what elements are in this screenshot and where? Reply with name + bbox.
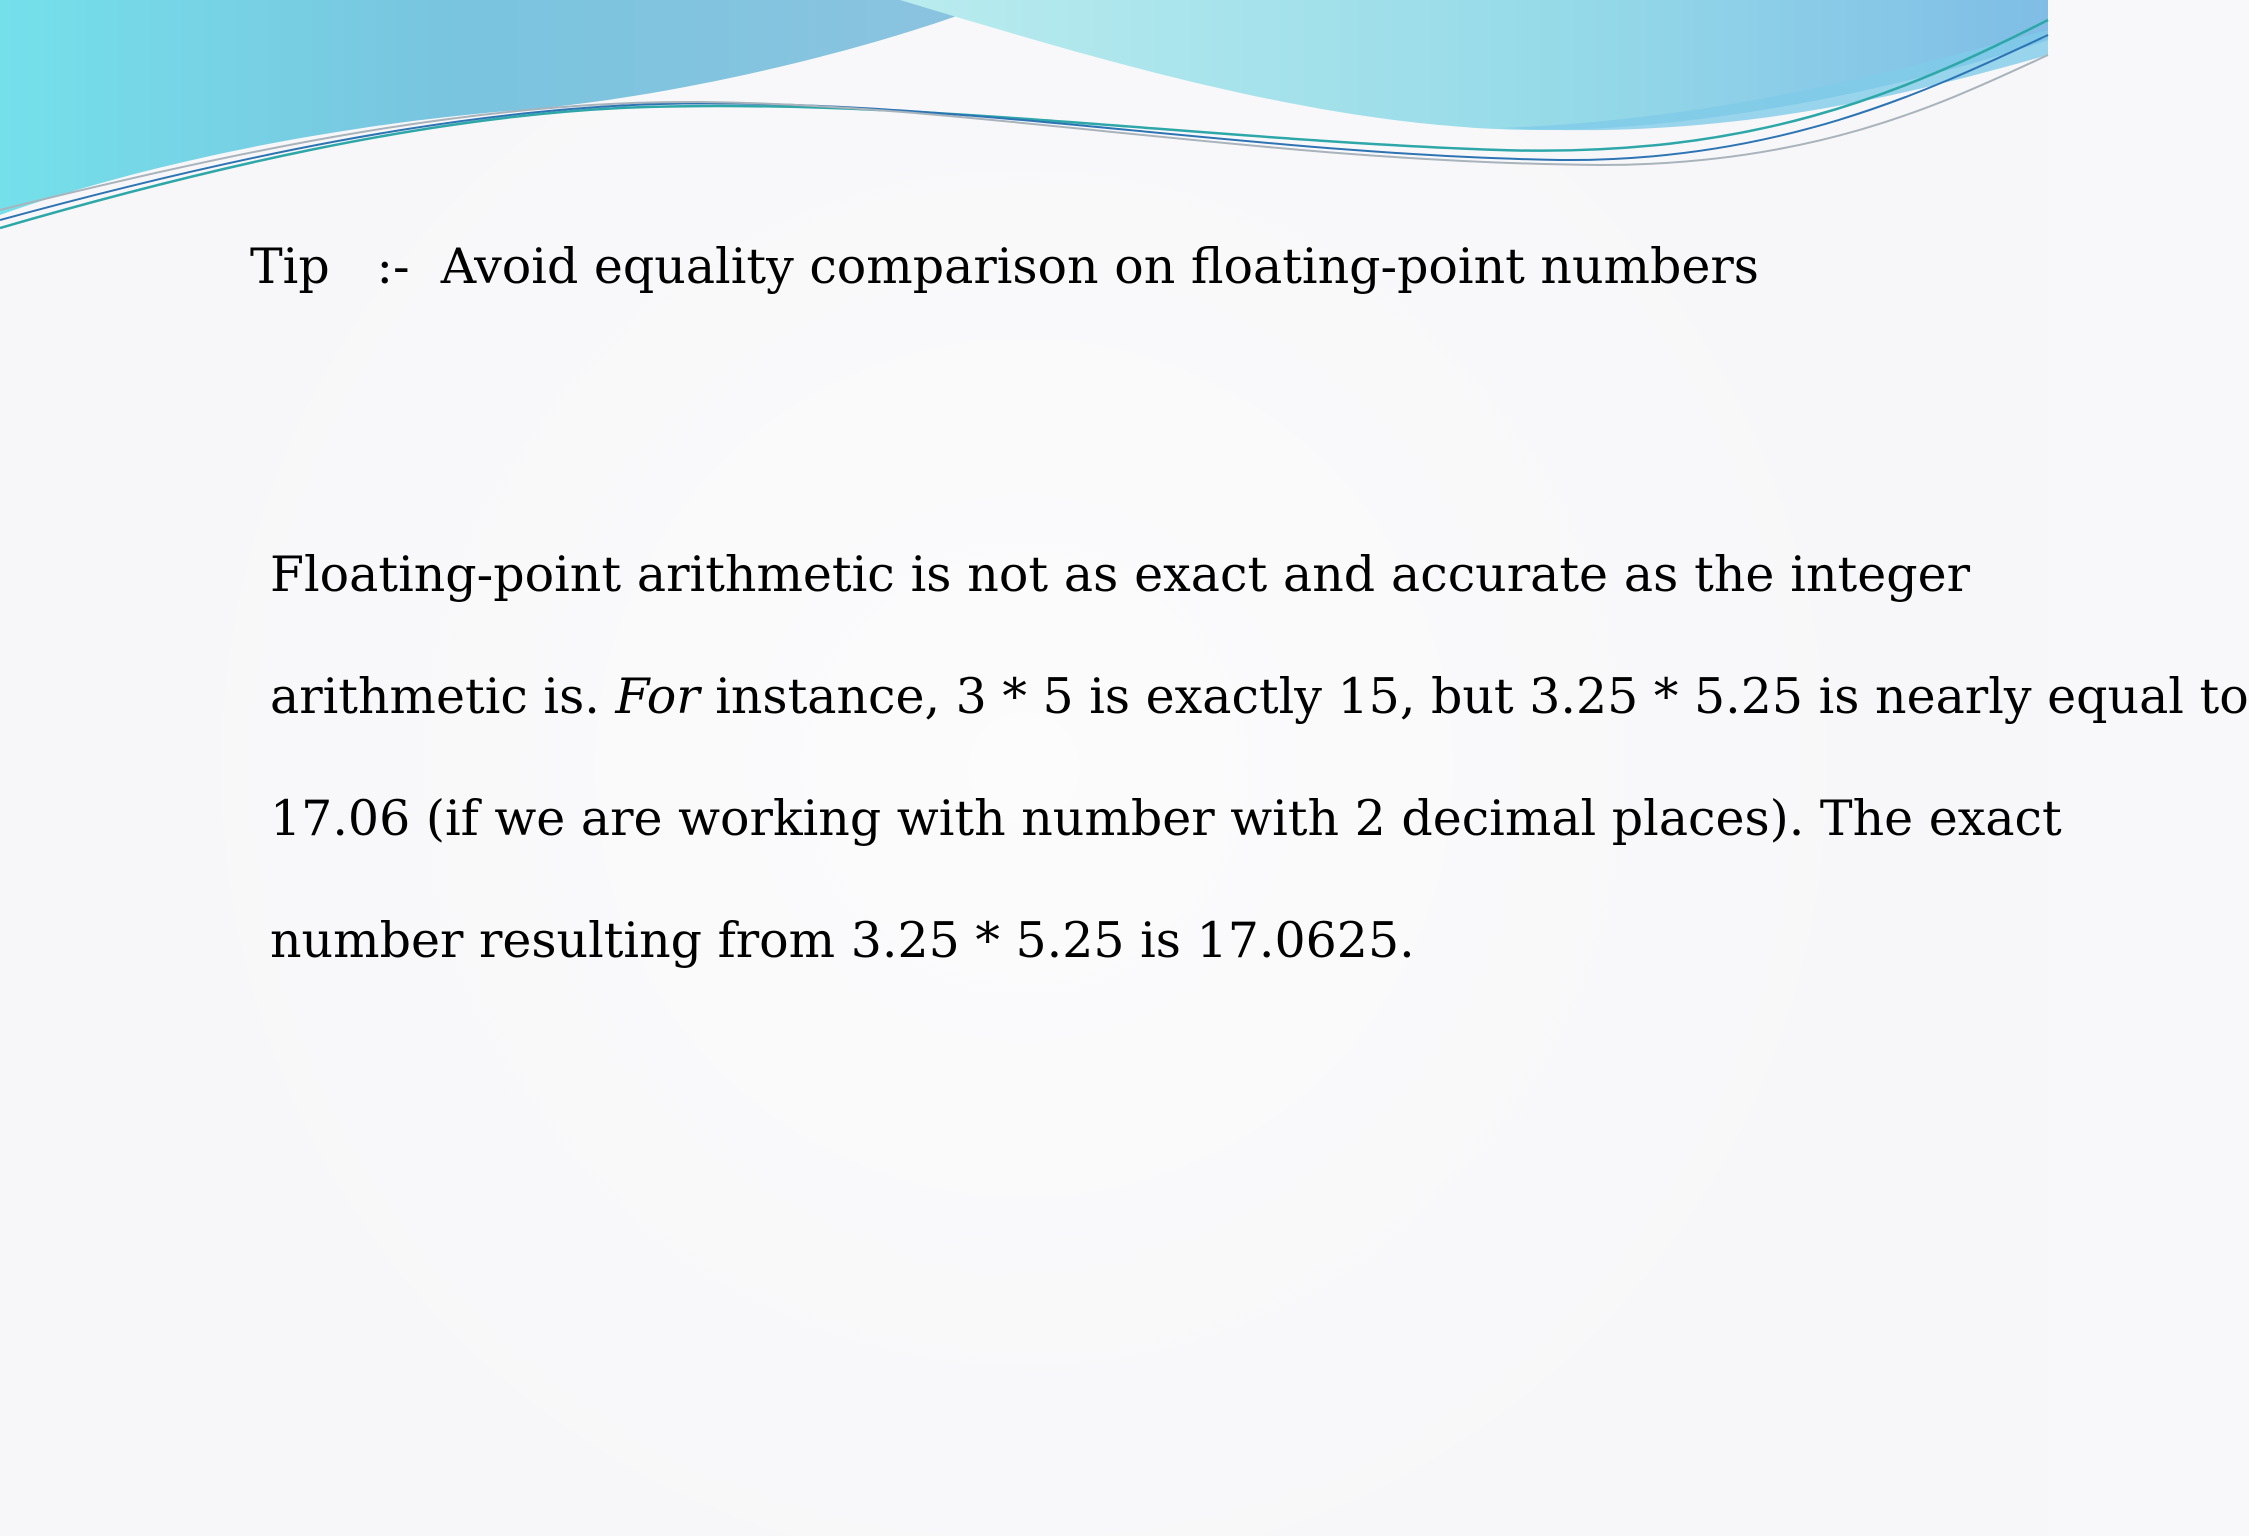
paragraph-italic-word: For <box>615 668 700 725</box>
tip-heading <box>250 232 1950 302</box>
explanation-paragraph <box>270 530 2249 1018</box>
tip-label: Tip <box>250 238 330 295</box>
header-wave-decoration <box>0 0 2048 240</box>
paragraph-line-4: number resulting from 3.25 * 5.25 is 17.0625. <box>270 912 1415 969</box>
paragraph-line-2 <box>270 652 2249 774</box>
tip-text: Avoid equality comparison on floating-point numbers <box>440 238 1759 295</box>
tip-separator: :- <box>376 238 410 295</box>
paragraph-line-2-start: arithmetic is. <box>270 668 616 725</box>
paragraph-line-2-end: instance, 3 * 5 is exactly 15, but 3.25 * 5.25 is nearly equal to <box>699 668 2249 725</box>
paragraph-line-3: 17.06 (if we are working with number with 2 decimal places). The exact <box>270 790 2062 847</box>
paragraph-line-1: Floating-point arithmetic is not as exact and accurate as the integer <box>270 546 1970 603</box>
